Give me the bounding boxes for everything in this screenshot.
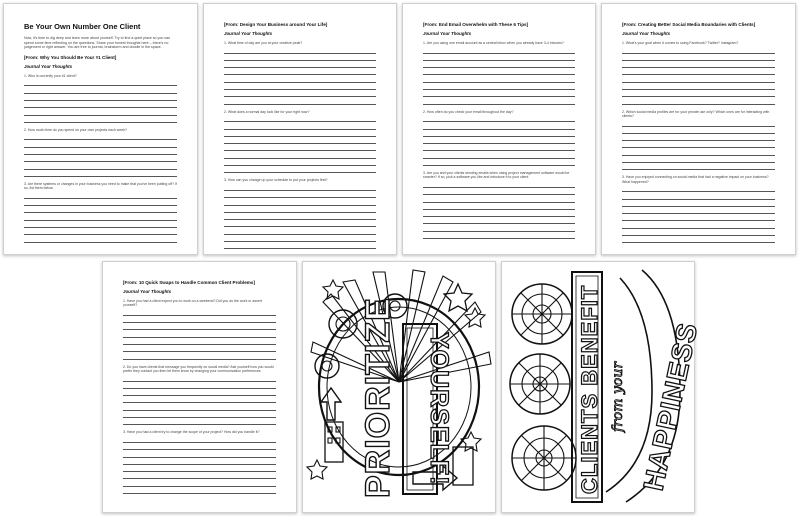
- answer-line: [224, 166, 376, 173]
- answer-line: [24, 101, 177, 108]
- answer-line: [423, 115, 575, 122]
- answer-line: [123, 374, 276, 381]
- intro-text: Now, it's time to dig deep and learn more about yourself. Try to find a quiet place so you can spend some time reflecting on the questions. Share your honest thoughts here – there's no judgement or right answer. You are free to journal, brainstorm and doodle in the space.: [24, 36, 171, 50]
- answer-lines: [224, 184, 376, 250]
- answer-line: [24, 199, 177, 206]
- answer-line: [224, 220, 376, 227]
- answer-lines: [423, 46, 575, 104]
- art-word-yourself: YOURSELF!: [425, 332, 453, 486]
- answer-line: [423, 224, 575, 231]
- answer-line: [622, 127, 775, 134]
- answer-line: [622, 148, 775, 155]
- answer-line: [24, 170, 177, 177]
- journal-page-3: [402, 3, 596, 255]
- answer-line: [224, 159, 376, 166]
- answer-line: [224, 191, 376, 198]
- answer-lines: [24, 192, 177, 243]
- question: 3. How can you change up your schedule to put your projects first?: [224, 178, 328, 183]
- answer-line: [224, 83, 376, 90]
- answer-line: [24, 228, 177, 235]
- answer-line: [423, 61, 575, 68]
- answer-line: [123, 338, 276, 345]
- answer-line: [423, 90, 575, 97]
- answer-line: [123, 450, 276, 457]
- mandala-shape: [512, 284, 572, 344]
- answer-line: [123, 436, 276, 443]
- answer-line: [622, 236, 775, 243]
- answer-lines: [622, 185, 775, 243]
- answer-line: [123, 330, 276, 337]
- answer-lines: [123, 309, 276, 360]
- section-title: [From: Design Your Business around Your Life]: [224, 22, 328, 27]
- answer-line: [622, 97, 775, 104]
- answer-line: [123, 443, 276, 450]
- question: 1. Have you had a client expect you to work on a weekend? Did you do the work or assert yourself?: [123, 299, 262, 308]
- star-icon: [461, 432, 481, 451]
- question: 2. How often do you check your email throughout the day?: [423, 109, 514, 114]
- journal-heading: Journal Your Thoughts: [224, 31, 273, 36]
- answer-line: [123, 465, 276, 472]
- answer-line: [224, 137, 376, 144]
- answer-line: [423, 68, 575, 75]
- answer-line: [622, 192, 775, 199]
- answer-line: [622, 119, 775, 126]
- answer-lines: [622, 119, 775, 170]
- answer-line: [622, 207, 775, 214]
- art-word-prioritize: PRIORITIZE: [359, 297, 397, 498]
- answer-line: [224, 46, 376, 53]
- answer-line: [224, 227, 376, 234]
- question: 3. Are you and your clients sending emails when using project management software would be smarter? If so, pick a software you like and introduce it to your client.: [423, 171, 570, 180]
- answer-line: [622, 163, 775, 170]
- journal-heading: Journal Your Thoughts: [24, 63, 73, 69]
- answer-lines: [622, 46, 775, 104]
- answer-line: [123, 316, 276, 323]
- answer-line: [622, 134, 775, 141]
- answer-line: [622, 200, 775, 207]
- answer-line: [423, 195, 575, 202]
- answer-line: [622, 141, 775, 148]
- answer-line: [423, 75, 575, 82]
- journal-heading: Journal Your Thoughts: [123, 289, 172, 294]
- answer-line: [423, 46, 575, 53]
- answer-line: [224, 242, 376, 249]
- answer-line: [224, 184, 376, 191]
- answer-line: [423, 159, 575, 166]
- answer-line: [224, 151, 376, 158]
- answer-line: [123, 487, 276, 494]
- journal-heading: Journal Your Thoughts: [423, 31, 472, 36]
- answer-line: [24, 213, 177, 220]
- answer-line: [24, 235, 177, 242]
- answer-line: [123, 411, 276, 418]
- answer-line: [423, 151, 575, 158]
- answer-line: [24, 133, 177, 140]
- answer-line: [423, 122, 575, 129]
- answer-line: [224, 213, 376, 220]
- answer-line: [123, 396, 276, 403]
- answer-line: [224, 68, 376, 75]
- star-icon: [323, 280, 343, 299]
- answer-line: [224, 97, 376, 104]
- answer-line: [123, 458, 276, 465]
- answer-line: [622, 68, 775, 75]
- question: 3. Have you enjoyed connecting on social media that had a negative impact on your business? What happened?: [622, 175, 769, 184]
- answer-line: [622, 185, 775, 192]
- coloring-illustration: [303, 262, 495, 512]
- question: 3. Are there systems or changes in your business you need to make that you've been putting off? If so, list them below.: [24, 181, 177, 191]
- answer-lines: [24, 79, 177, 123]
- question: 2. Do you have clients that message you frequently on social media? Ask yourself how you would prefer they contact you then let them know by changing your communication preferences.: [123, 364, 274, 373]
- answer-lines: [423, 115, 575, 166]
- coloring-illustration: [502, 262, 704, 512]
- answer-line: [24, 206, 177, 213]
- section-title: [From: Creating Better Social Media Boundaries with Clients]: [622, 22, 756, 27]
- question: 1. What time of day are you at your creative peak?: [224, 41, 303, 45]
- page-title: Be Your Own Number One Client: [24, 22, 141, 31]
- answer-lines: [123, 374, 276, 425]
- journal-page-4: [601, 3, 796, 255]
- answer-line: [224, 61, 376, 68]
- answer-line: [423, 130, 575, 137]
- answer-line: [224, 75, 376, 82]
- answer-line: [24, 116, 177, 123]
- answer-lines: [24, 133, 177, 177]
- answer-lines: [123, 436, 276, 494]
- answer-line: [224, 198, 376, 205]
- star-icon: [444, 284, 472, 311]
- coloring-page-prioritize: [302, 261, 496, 513]
- answer-line: [622, 90, 775, 97]
- answer-line: [622, 61, 775, 68]
- mandala-shape: [512, 426, 576, 490]
- answer-line: [123, 323, 276, 330]
- answer-line: [123, 345, 276, 352]
- art-word-happiness: HAPPINESS: [637, 319, 704, 494]
- answer-line: [224, 115, 376, 122]
- answer-line: [224, 235, 376, 242]
- answer-line: [622, 214, 775, 221]
- question: 1. Who is currently your #1 client?: [24, 73, 77, 78]
- answer-line: [622, 229, 775, 236]
- answer-line: [24, 192, 177, 199]
- mandala-shape: [510, 354, 570, 414]
- art-word-clients-benefit: CLIENTS BENEFIT: [577, 284, 602, 494]
- answer-line: [224, 54, 376, 61]
- answer-line: [24, 155, 177, 162]
- section-title: [From: 10 Quick Swaps to Handle Common Client Problems]: [123, 280, 255, 285]
- answer-line: [622, 83, 775, 90]
- answer-lines: [224, 115, 376, 173]
- answer-line: [622, 75, 775, 82]
- answer-line: [622, 46, 775, 53]
- journal-page-2: [203, 3, 397, 255]
- answer-line: [224, 130, 376, 137]
- answer-line: [423, 181, 575, 188]
- answer-line: [24, 94, 177, 101]
- answer-line: [123, 352, 276, 359]
- answer-line: [423, 97, 575, 104]
- answer-line: [123, 418, 276, 425]
- answer-line: [123, 389, 276, 396]
- answer-line: [423, 137, 575, 144]
- journal-page-5: [102, 261, 297, 513]
- answer-line: [123, 403, 276, 410]
- answer-line: [423, 203, 575, 210]
- answer-line: [24, 86, 177, 93]
- answer-line: [622, 54, 775, 61]
- question: 1. What's your goal when it comes to using Facebook? Twitter? Instagram?: [622, 41, 739, 45]
- answer-line: [24, 148, 177, 155]
- question: 2. Which social media profiles are for your private use only? Which ones are for interacting with clients?: [622, 109, 770, 118]
- answer-line: [24, 79, 177, 86]
- coloring-page-clients-benefit: [501, 261, 704, 513]
- answer-line: [24, 221, 177, 228]
- question: 2. How much time do you spend on your own projects each week?: [24, 127, 127, 132]
- star-icon: [307, 460, 327, 479]
- answer-line: [423, 188, 575, 195]
- art-word-from-your: from your: [610, 361, 626, 432]
- journal-page-1: [3, 3, 198, 255]
- answer-line: [24, 108, 177, 115]
- question: 3. Have you had a client try to change the scope of your project? How did you handle it?: [123, 430, 260, 435]
- question: 2. What does a normal day look like for your right now?: [224, 109, 310, 114]
- answer-line: [123, 382, 276, 389]
- journal-heading: Journal Your Thoughts: [622, 31, 671, 36]
- answer-line: [423, 83, 575, 90]
- answer-line: [24, 162, 177, 169]
- answer-line: [423, 232, 575, 239]
- answer-line: [224, 144, 376, 151]
- answer-line: [123, 309, 276, 316]
- answer-line: [123, 479, 276, 486]
- answer-line: [423, 144, 575, 151]
- answer-line: [423, 54, 575, 61]
- answer-line: [224, 122, 376, 129]
- answer-line: [423, 217, 575, 224]
- section-title: [From: Why You Should Be Your #1 Client]: [24, 54, 117, 60]
- answer-lines: [423, 181, 575, 239]
- answer-line: [123, 472, 276, 479]
- answer-line: [224, 90, 376, 97]
- question: 1. Are you using one email account as a central inbox when you already have 3-4 inboxes?: [423, 41, 564, 45]
- answer-line: [24, 140, 177, 147]
- answer-lines: [224, 46, 376, 104]
- answer-line: [224, 206, 376, 213]
- section-title: [From: End Email Overwhelm with These 6 Tips]: [423, 22, 529, 27]
- answer-line: [622, 156, 775, 163]
- answer-line: [423, 210, 575, 217]
- answer-line: [622, 221, 775, 228]
